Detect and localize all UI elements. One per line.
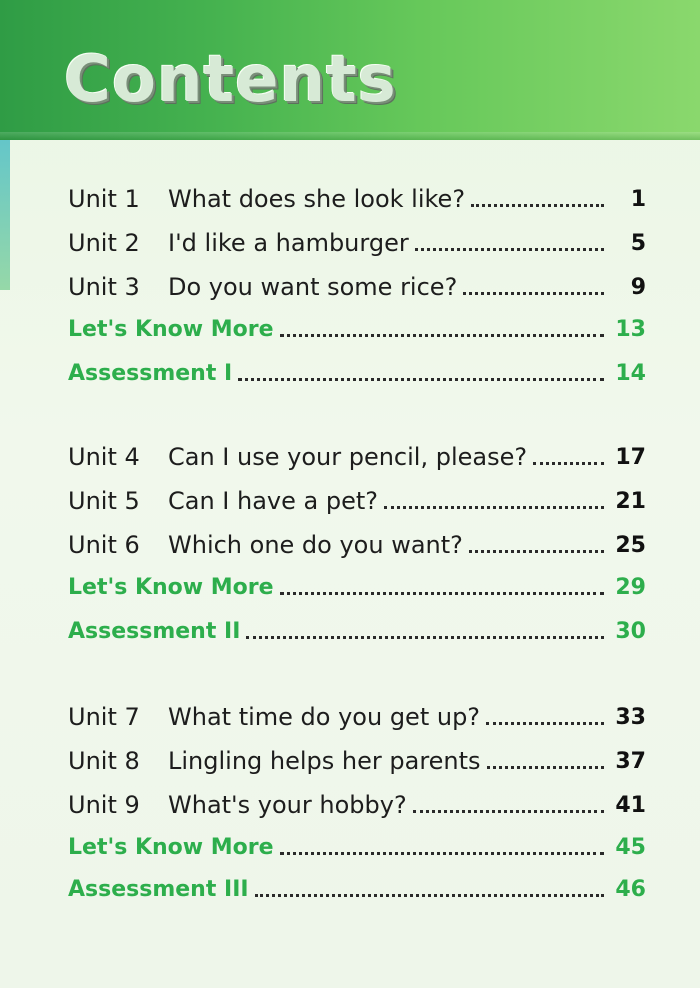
toc-page-number: 37 — [615, 748, 646, 774]
toc-entry-assessment-2[interactable] — [68, 614, 646, 648]
toc-page-number: 30 — [615, 618, 646, 644]
toc-unit-number: Unit 2 — [68, 229, 140, 257]
toc-entry-unit-3[interactable] — [68, 270, 646, 304]
toc-section-title: Assessment I — [68, 360, 233, 386]
toc-page-number: 5 — [630, 230, 646, 256]
toc-entry-title: I'd like a hamburger — [168, 229, 409, 257]
toc-unit-number: Unit 9 — [68, 791, 140, 819]
toc-section-title: Assessment III — [68, 876, 249, 902]
dot-leader — [280, 592, 604, 595]
toc-page-number: 9 — [630, 274, 646, 300]
toc-page-number: 1 — [630, 186, 646, 212]
toc-unit-number: Unit 4 — [68, 443, 140, 471]
toc-entry-lets-know-more-2[interactable] — [68, 570, 646, 604]
toc-unit-number: Unit 8 — [68, 747, 140, 775]
toc-entry-unit-8[interactable] — [68, 744, 646, 778]
toc-entry-unit-4[interactable] — [68, 440, 646, 474]
dot-leader — [238, 378, 604, 381]
toc-entry-unit-7[interactable] — [68, 700, 646, 734]
toc-unit-number: Unit 5 — [68, 487, 140, 515]
toc-page-number: 46 — [615, 876, 646, 902]
dot-leader — [384, 506, 604, 509]
toc-entry-lets-know-more-1[interactable] — [68, 312, 646, 346]
toc-page-number: 14 — [615, 360, 646, 386]
toc-unit-number: Unit 6 — [68, 531, 140, 559]
toc-unit-number: Unit 1 — [68, 185, 140, 213]
toc-entry-title: Can I use your pencil, please? — [168, 443, 528, 471]
toc-section-title: Let's Know More — [68, 574, 274, 600]
dot-leader — [463, 292, 604, 295]
dot-leader — [413, 810, 604, 813]
toc-page-number: 41 — [615, 792, 646, 818]
toc-entry-title: Can I have a pet? — [168, 487, 379, 515]
toc-unit-number: Unit 3 — [68, 273, 140, 301]
toc-entry-unit-6[interactable] — [68, 528, 646, 562]
toc-entry-title: What time do you get up? — [168, 703, 481, 731]
toc-entry-unit-2[interactable] — [68, 226, 646, 260]
toc-page-number: 29 — [615, 574, 646, 600]
toc-entry-assessment-3[interactable] — [68, 872, 646, 906]
toc-unit-number: Unit 7 — [68, 703, 140, 731]
dot-leader — [487, 766, 604, 769]
toc-page-number: 21 — [615, 488, 646, 514]
toc-entry-unit-5[interactable] — [68, 484, 646, 518]
dot-leader — [533, 462, 604, 465]
toc-entry-unit-9[interactable] — [68, 788, 646, 822]
toc-entry-title: Do you want some rice? — [168, 273, 458, 301]
toc-entry-title: What's your hobby? — [168, 791, 407, 819]
toc-page-number: 17 — [615, 444, 646, 470]
toc-section-title: Assessment II — [68, 618, 241, 644]
toc-page-number: 25 — [615, 532, 646, 558]
dot-leader — [469, 550, 604, 553]
dot-leader — [415, 248, 604, 251]
page-title: Contents — [64, 43, 397, 117]
dot-leader — [280, 334, 604, 337]
toc-entry-title: What does she look like? — [168, 185, 466, 213]
toc-page-number: 33 — [615, 704, 646, 730]
dot-leader — [486, 722, 604, 725]
toc-section-title: Let's Know More — [68, 834, 274, 860]
toc-entry-assessment-1[interactable] — [68, 356, 646, 390]
toc-section-title: Let's Know More — [68, 316, 274, 342]
dot-leader — [471, 204, 604, 207]
toc-entry-unit-1[interactable] — [68, 182, 646, 216]
toc-entry-lets-know-more-3[interactable] — [68, 830, 646, 864]
toc-page-number: 45 — [615, 834, 646, 860]
toc-entry-title: Lingling helps her parents — [168, 747, 481, 775]
toc-entry-title: Which one do you want? — [168, 531, 463, 559]
dot-leader — [255, 894, 604, 897]
dot-leader — [280, 852, 604, 855]
toc-page-number: 13 — [615, 316, 646, 342]
dot-leader — [246, 636, 604, 639]
